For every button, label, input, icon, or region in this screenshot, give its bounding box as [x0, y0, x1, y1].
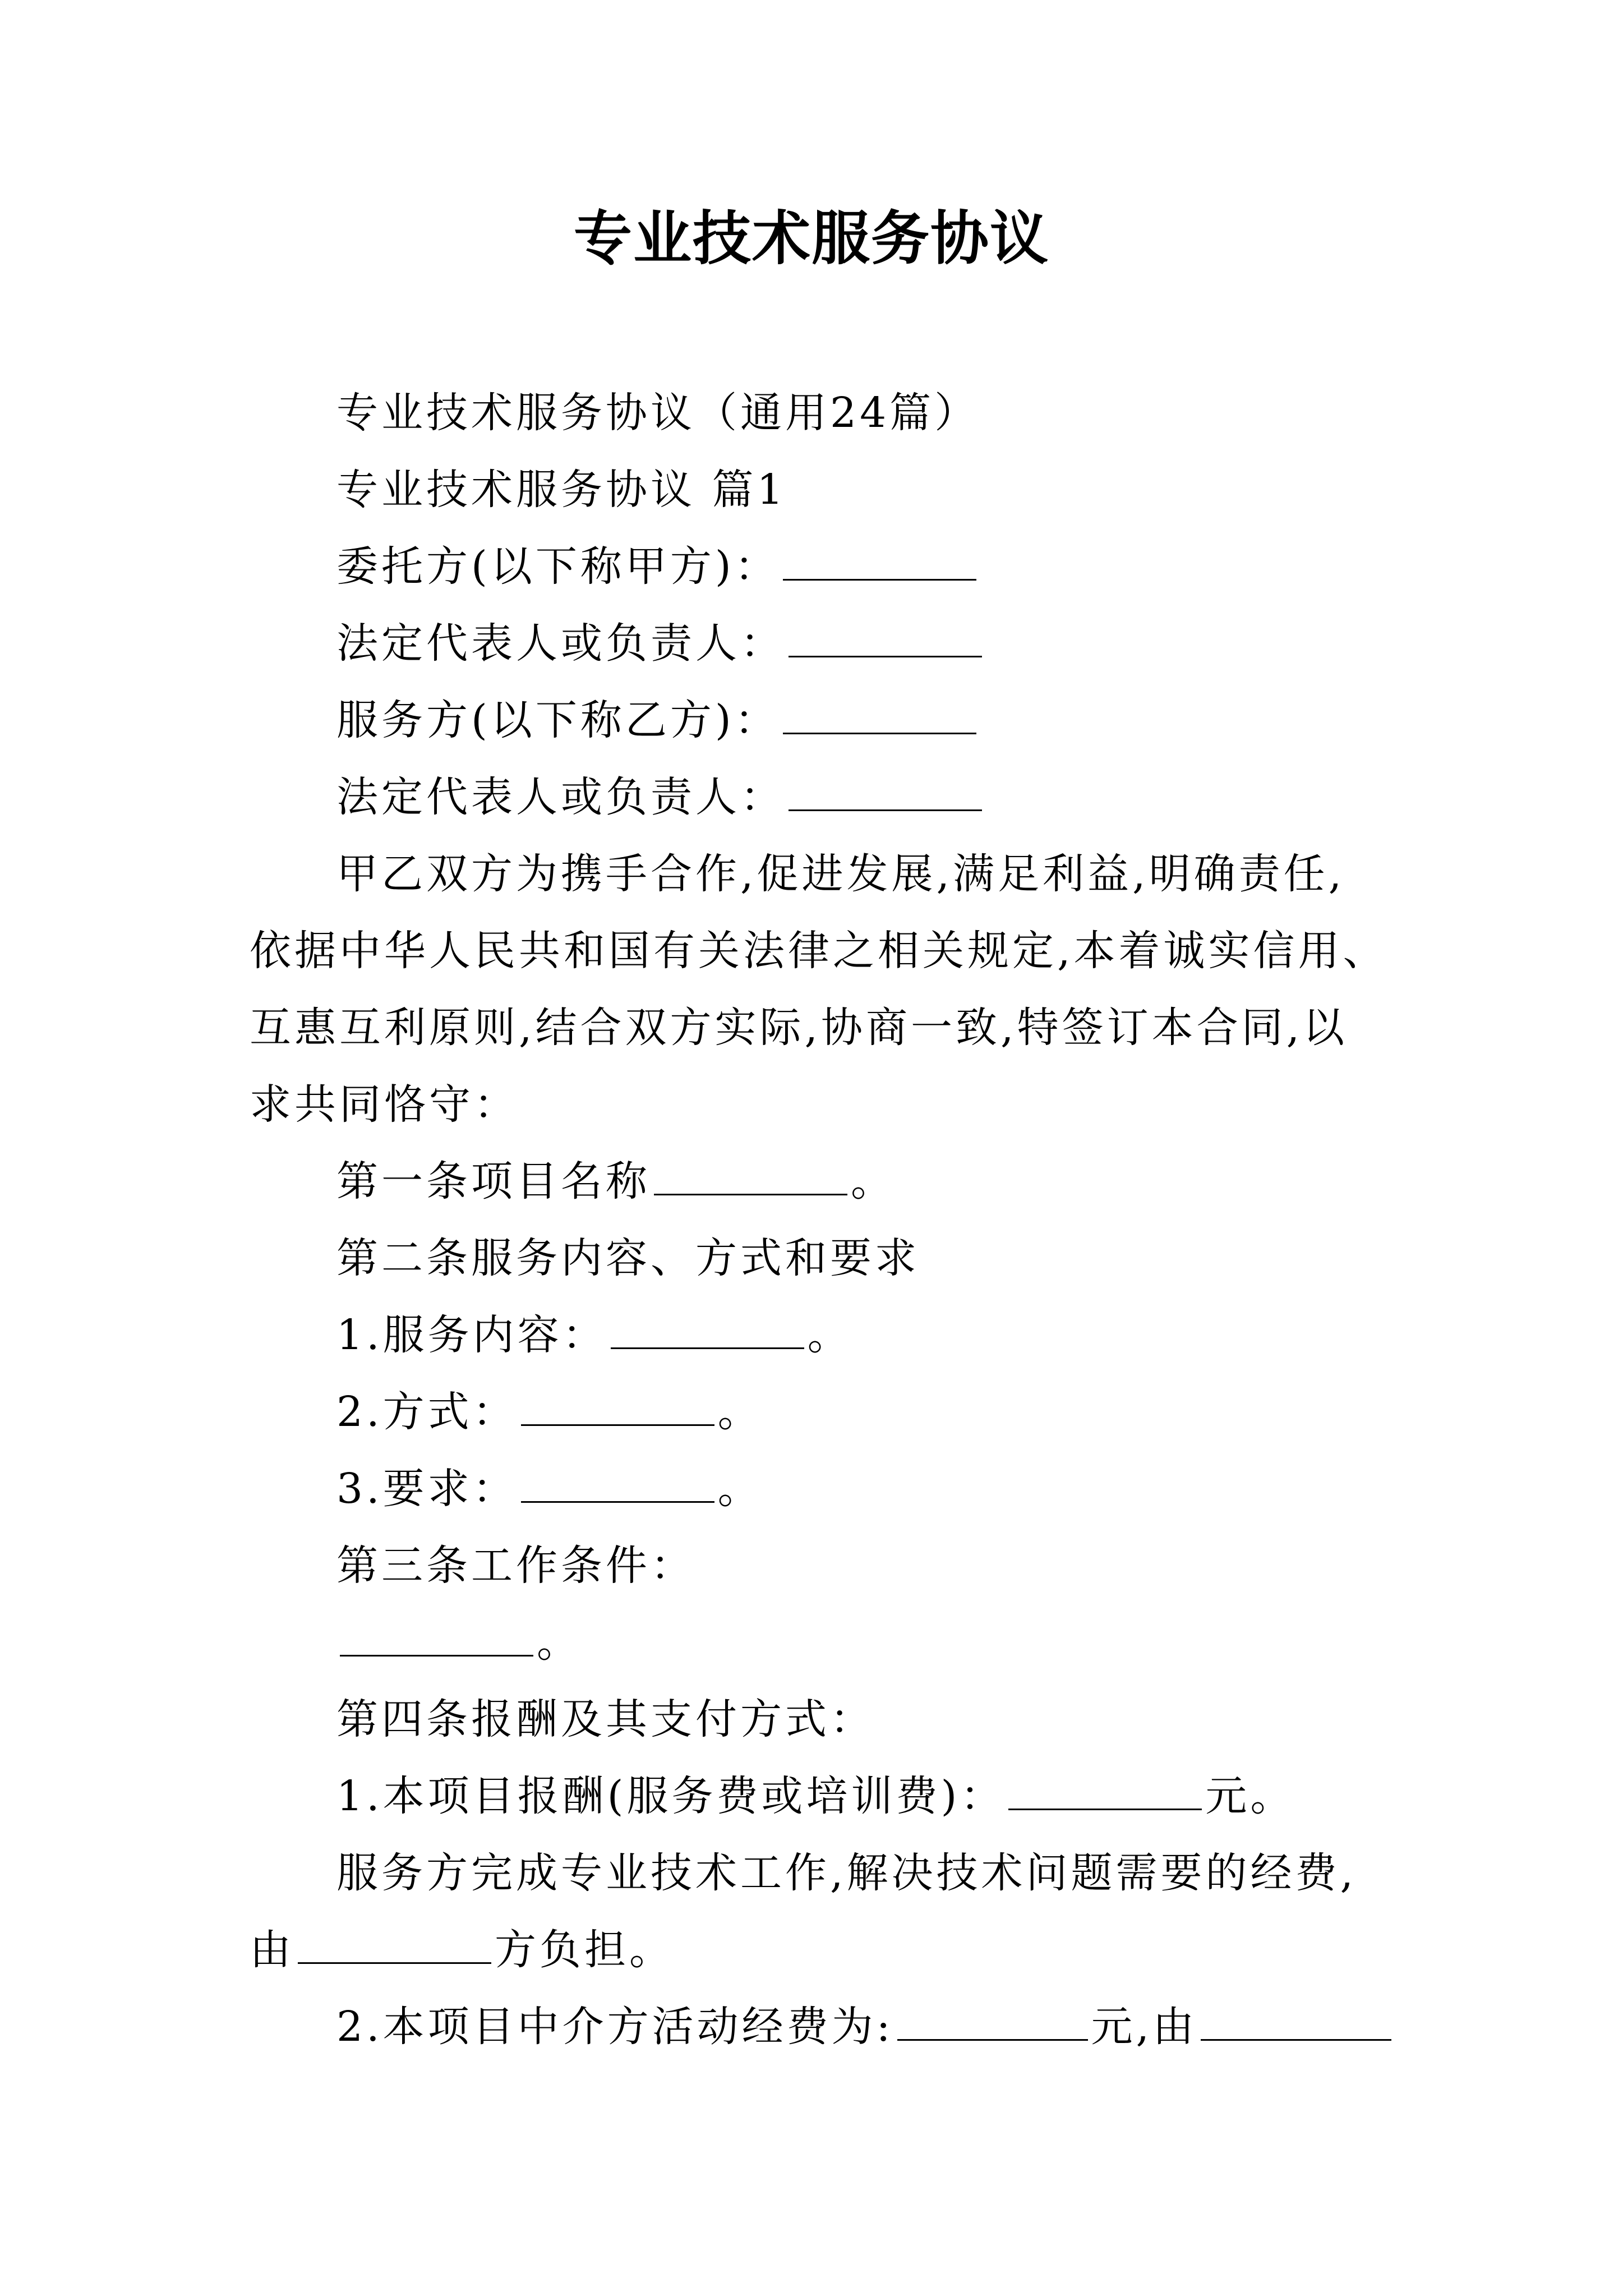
intermediary-fee-mid: 元,由: [1091, 2003, 1198, 2051]
party-a-rep-line: [336, 615, 985, 671]
article-1-line: [336, 1153, 896, 1209]
service-content-blank: [611, 1345, 804, 1349]
article-4-heading: [336, 1691, 875, 1747]
article-4-heading-text: 第四条报酬及其支付方式：: [336, 1695, 875, 1743]
article-3-heading: [336, 1538, 695, 1594]
preamble-line-4: [250, 1076, 519, 1133]
preamble-line-1: [336, 846, 1345, 902]
expense-line-2: [250, 1922, 674, 1978]
section-heading: [336, 462, 787, 518]
party-b-rep-blank: [789, 807, 982, 811]
article-2-heading: [336, 1230, 920, 1286]
service-content-label: 1.服务内容：: [336, 1311, 607, 1359]
remuneration-line: [336, 1768, 1295, 1824]
section-heading-text: 专业技术服务协议 篇1: [336, 466, 787, 514]
article-1-blank: [654, 1191, 847, 1195]
service-requirement-line: [336, 1461, 763, 1517]
party-a-rep-label: 法定代表人或负责人：: [336, 619, 785, 668]
intermediary-fee-label: 2.本项目中介方活动经费为:: [336, 2003, 894, 2051]
work-conditions-end: 。: [537, 1618, 582, 1667]
work-conditions-blank: [340, 1653, 533, 1657]
service-method-blank: [521, 1422, 714, 1426]
expense-text-2-end: 方负担。: [495, 1926, 674, 1974]
expense-bearer-blank: [298, 1960, 491, 1964]
service-method-line: [336, 1384, 763, 1440]
preamble-text-1: 甲乙双方为携手合作,促进发展,满足利益,明确责任,: [336, 850, 1345, 898]
party-a-blank: [783, 577, 976, 581]
expense-text-1: 服务方完成专业技术工作,解决技术问题需要的经费,: [336, 1849, 1357, 1897]
intermediary-fee-line: [336, 1999, 1395, 2055]
preamble-text-2: 依据中华人民共和国有关法律之相关规定,本着诚实信用、: [250, 927, 1388, 975]
remuneration-blank: [1008, 1806, 1202, 1810]
service-method-label: 2.方式：: [336, 1388, 518, 1436]
doc-subtitle-text: 专业技术服务协议（通用24篇）: [336, 389, 980, 437]
expense-text-2-start: 由: [250, 1926, 294, 1974]
party-b-blank: [783, 730, 976, 734]
party-b-line: [336, 692, 980, 748]
service-requirement-blank: [521, 1499, 714, 1503]
work-conditions-line: [336, 1614, 582, 1671]
document-title: 专业技术服务协议: [573, 204, 1049, 273]
party-b-rep-label: 法定代表人或负责人：: [336, 773, 785, 821]
preamble-text-4: 求共同恪守：: [250, 1080, 519, 1129]
expense-line-1: [336, 1845, 1357, 1901]
preamble-line-3: [250, 1000, 1348, 1056]
service-requirement-end: 。: [717, 1465, 763, 1513]
party-a-line: [336, 539, 980, 595]
remuneration-end: 元。: [1205, 1772, 1295, 1820]
preamble-text-3: 互惠互利原则,结合双方实际,协商一致,特签订本合同,以: [250, 1004, 1348, 1052]
remuneration-label: 1.本项目报酬(服务费或培训费)：: [336, 1772, 1006, 1820]
service-content-end: 。: [807, 1311, 852, 1359]
article-1-label: 第一条项目名称: [336, 1157, 651, 1205]
party-b-label: 服务方(以下称乙方)：: [336, 696, 780, 744]
service-method-end: 。: [717, 1388, 763, 1436]
article-1-end: 。: [851, 1157, 896, 1205]
intermediary-fee-blank: [897, 2037, 1088, 2041]
preamble-line-2: [250, 923, 1388, 979]
service-content-line: [336, 1307, 852, 1363]
article-3-heading-text: 第三条工作条件：: [336, 1542, 695, 1590]
party-a-label: 委托方(以下称甲方)：: [336, 542, 780, 591]
intermediary-payer-blank: [1201, 2037, 1391, 2041]
doc-subtitle: [336, 385, 979, 441]
party-b-rep-line: [336, 769, 985, 825]
service-requirement-label: 3.要求：: [336, 1465, 518, 1513]
party-a-rep-blank: [789, 654, 982, 657]
article-2-heading-text: 第二条服务内容、方式和要求: [336, 1234, 920, 1282]
